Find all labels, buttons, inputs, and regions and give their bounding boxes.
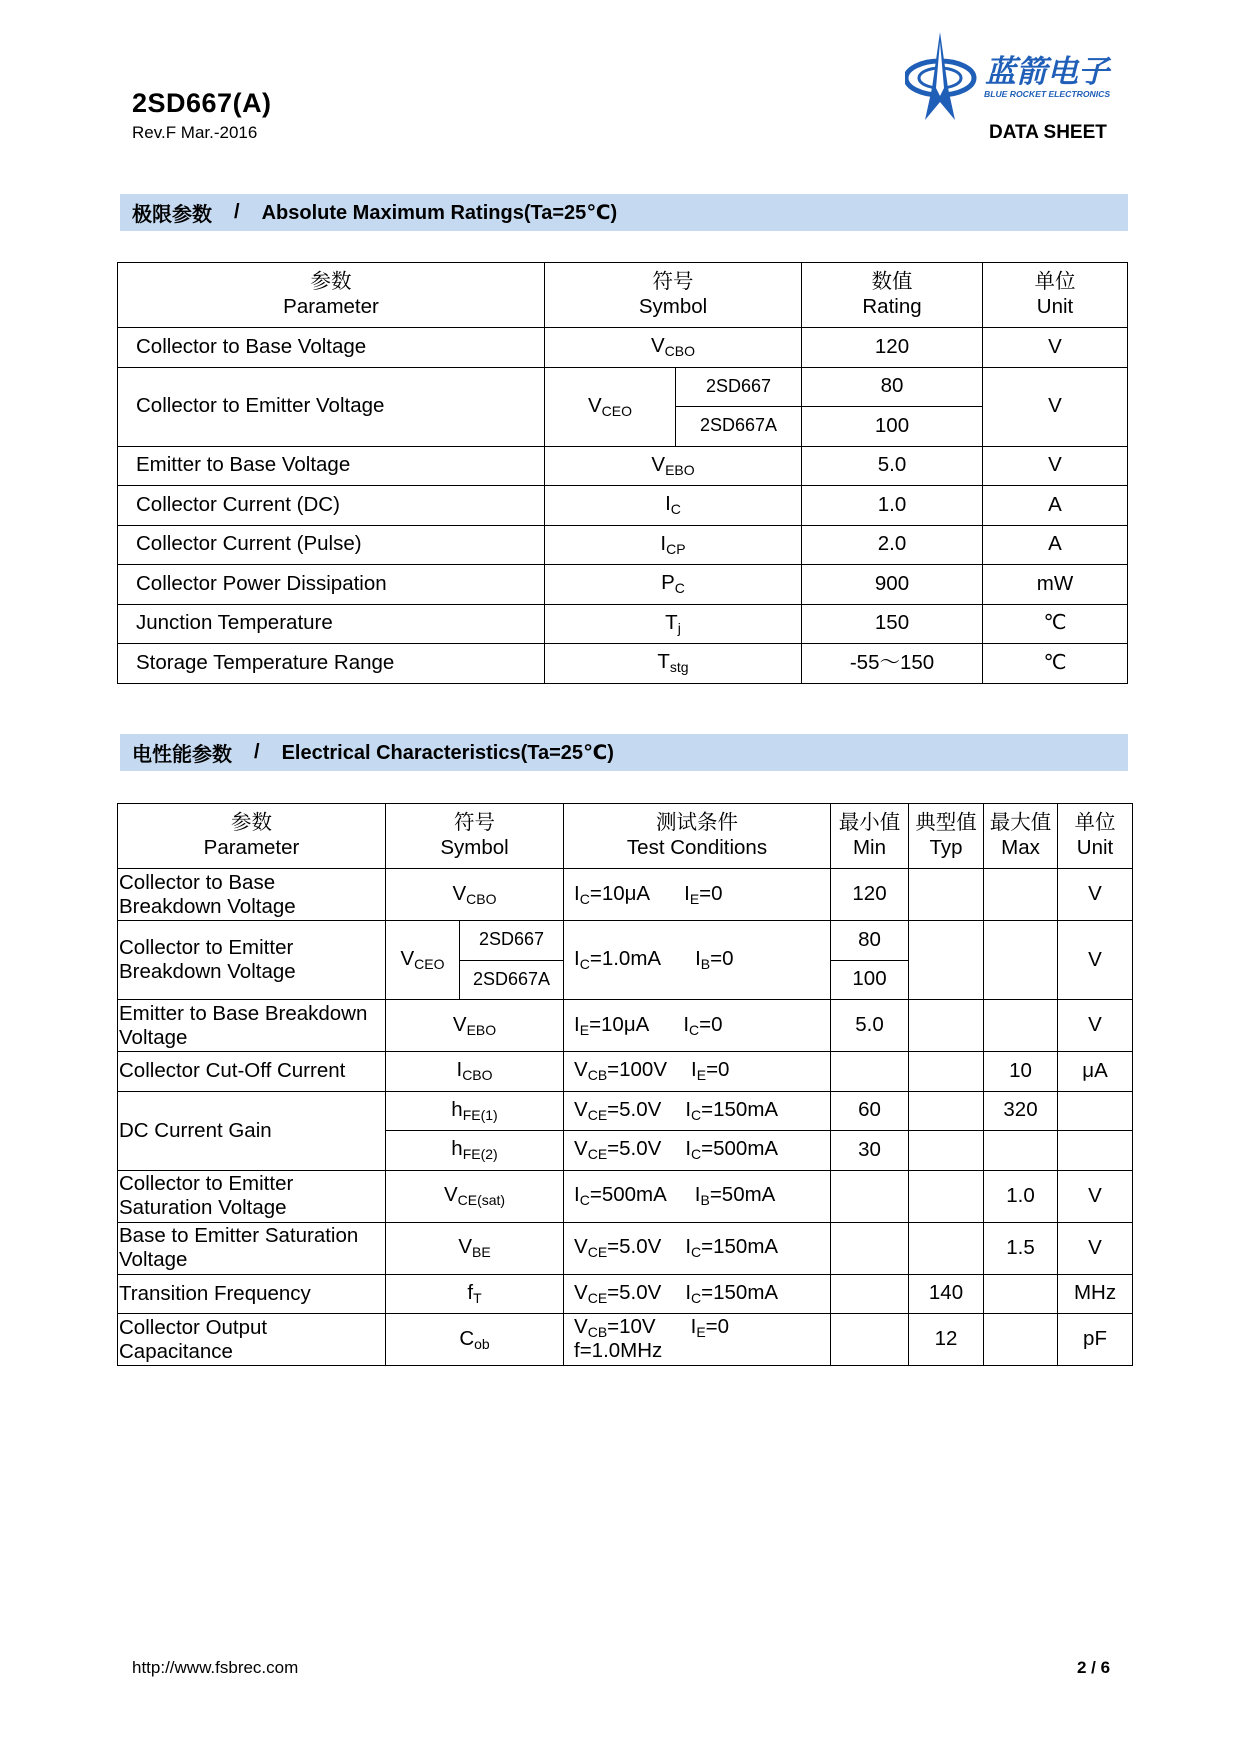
param-cell: Base to Emitter Saturation Voltage <box>118 1222 386 1274</box>
typ-cell <box>909 921 984 1000</box>
min-cell <box>831 1314 909 1366</box>
header-rating: 数值 Rating <box>802 263 983 328</box>
param-cell: Collector Power Dissipation <box>118 565 545 605</box>
typ-cell <box>909 869 984 921</box>
section-title-cn: 极限参数 <box>132 204 212 226</box>
unit-cell: V <box>983 446 1128 486</box>
header-unit: 单位 Unit <box>1058 804 1133 869</box>
rating-cell: 2.0 <box>802 525 983 565</box>
param-cell: Collector to Emitter Saturation Voltage <box>118 1170 386 1222</box>
param-cell: Collector Current (DC) <box>118 486 545 526</box>
unit-cell <box>1058 1131 1133 1171</box>
model-cell: 2SD667 <box>676 367 802 407</box>
table-row <box>118 1170 1133 1222</box>
test-condition-cell: $V_{CE}=5.0V$ $I_C=150mA$ <box>564 1222 831 1274</box>
max-cell <box>984 869 1058 921</box>
abs-max-ratings-table <box>117 262 1128 684</box>
max-cell <box>984 1314 1058 1366</box>
rating-cell: 100 <box>802 407 983 447</box>
symbol-cell: $P_C$ <box>545 565 802 605</box>
param-cell: Emitter to Base Breakdown Voltage <box>118 1000 386 1052</box>
section-electrical-characteristics <box>120 734 1128 771</box>
section-title-cn: 电性能参数 <box>132 744 232 766</box>
revision: Rev.F Mar.-2016 <box>132 123 258 142</box>
max-cell: 1.5 <box>984 1222 1058 1274</box>
max-cell <box>984 921 1058 1000</box>
part-number: 2SD667(A) <box>132 88 272 118</box>
header-parameter: 参数 Parameter <box>118 263 545 328</box>
table-row <box>118 525 1128 565</box>
test-condition-cell: $I_C=1.0mA$ $I_B=0$ <box>564 921 831 1000</box>
header-test-conditions: 测试条件 Test Conditions <box>564 804 831 869</box>
symbol-cell: $I_{CBO}$ <box>386 1052 564 1092</box>
header-min: 最小值 Min <box>831 804 909 869</box>
min-cell: 30 <box>831 1131 909 1171</box>
brand-cn: 蓝箭电子 <box>985 54 1109 90</box>
param-cell: Junction Temperature <box>118 604 545 644</box>
table-row <box>118 565 1128 605</box>
min-cell: 60 <box>831 1091 909 1131</box>
table-row <box>118 1314 1133 1366</box>
table-header-row <box>118 263 1128 328</box>
unit-cell: V <box>1058 921 1133 1000</box>
unit-cell: MHz <box>1058 1274 1133 1314</box>
symbol-cell: $V_{CBO}$ <box>386 869 564 921</box>
brand-logo <box>905 30 1120 125</box>
min-cell: 120 <box>831 869 909 921</box>
table-row <box>118 367 1128 407</box>
param-cell: Collector to Emitter Voltage <box>118 367 545 446</box>
table-row <box>118 328 1128 368</box>
unit-cell: A <box>983 486 1128 526</box>
table-row <box>118 1274 1133 1314</box>
min-cell: 80 <box>831 921 909 961</box>
header-symbol: 符号 Symbol <box>386 804 564 869</box>
table-row <box>118 921 1133 961</box>
symbol-cell: $C_{ob}$ <box>386 1314 564 1366</box>
model-cell: 2SD667A <box>676 407 802 447</box>
header-symbol: 符号 Symbol <box>545 263 802 328</box>
test-condition-cell: $I_E=10\mu A$ $I_C=0$ <box>564 1000 831 1052</box>
rating-cell: 900 <box>802 565 983 605</box>
unit-cell: V <box>1058 869 1133 921</box>
test-condition-cell: $V_{CB}=10V$ $I_E=0$ f=1.0MHz <box>564 1314 831 1366</box>
param-cell: Emitter to Base Voltage <box>118 446 545 486</box>
table-row <box>118 486 1128 526</box>
brand-en: BLUE ROCKET ELECTRONICS <box>984 89 1111 99</box>
test-condition-cell: $V_{CE}=5.0V$ $I_C=500mA$ <box>564 1131 831 1171</box>
typ-cell <box>909 1131 984 1171</box>
table-header-row <box>118 804 1133 869</box>
unit-cell: V <box>1058 1222 1133 1274</box>
header-max: 最大值 Max <box>984 804 1058 869</box>
section-separator: / <box>234 201 240 223</box>
section-abs-max-ratings <box>120 194 1128 231</box>
table-row <box>118 1222 1133 1274</box>
typ-cell <box>909 1091 984 1131</box>
unit-cell: ℃ <box>983 604 1128 644</box>
min-cell <box>831 1052 909 1092</box>
header-unit: 单位 Unit <box>983 263 1128 328</box>
min-cell <box>831 1170 909 1222</box>
test-condition-cell: $I_C=500mA$ $I_B=50mA$ <box>564 1170 831 1222</box>
symbol-cell: $T_j$ <box>545 604 802 644</box>
symbol-cell: $T_{stg}$ <box>545 644 802 684</box>
unit-cell: pF <box>1058 1314 1133 1366</box>
unit-cell: mW <box>983 565 1128 605</box>
unit-cell: A <box>983 525 1128 565</box>
table-row <box>118 446 1128 486</box>
page-number: 2 / 6 <box>1077 1658 1111 1677</box>
max-cell <box>984 1131 1058 1171</box>
rating-cell: 1.0 <box>802 486 983 526</box>
unit-cell <box>1058 1091 1133 1131</box>
max-cell: 320 <box>984 1091 1058 1131</box>
symbol-cell: $V_{EBO}$ <box>386 1000 564 1052</box>
rating-cell: 120 <box>802 328 983 368</box>
section-separator: / <box>254 741 260 763</box>
section-title-en: Absolute Maximum Ratings(Ta=25℃) <box>261 202 618 224</box>
min-cell: 5.0 <box>831 1000 909 1052</box>
typ-cell: 140 <box>909 1274 984 1314</box>
param-cell: Collector to Base Breakdown Voltage <box>118 869 386 921</box>
min-cell <box>831 1222 909 1274</box>
section-title-en: Electrical Characteristics(Ta=25℃) <box>281 742 614 764</box>
symbol-cell: $I_C$ <box>545 486 802 526</box>
symbol-cell: $f_T$ <box>386 1274 564 1314</box>
rating-cell: 5.0 <box>802 446 983 486</box>
unit-cell: μA <box>1058 1052 1133 1092</box>
unit-cell: V <box>1058 1000 1133 1052</box>
symbol-cell: $I_{CP}$ <box>545 525 802 565</box>
symbol-cell: $h_{FE(2)}$ <box>386 1131 564 1171</box>
symbol-cell: $h_{FE(1)}$ <box>386 1091 564 1131</box>
rating-cell: -55～150 <box>802 644 983 684</box>
rating-cell: 80 <box>802 367 983 407</box>
typ-cell: 12 <box>909 1314 984 1366</box>
symbol-cell: $V_{CBO}$ <box>545 328 802 368</box>
max-cell <box>984 1000 1058 1052</box>
min-cell: 100 <box>831 960 909 1000</box>
unit-cell: V <box>983 367 1128 446</box>
param-cell: Transition Frequency <box>118 1274 386 1314</box>
symbol-cell: $V_{CE(sat)}$ <box>386 1170 564 1222</box>
unit-cell: ℃ <box>983 644 1128 684</box>
test-condition-cell: $V_{CB}=100V$ $I_E=0$ <box>564 1052 831 1092</box>
param-cell: DC Current Gain <box>118 1091 386 1170</box>
test-condition-cell: $V_{CE}=5.0V$ $I_C=150mA$ <box>564 1274 831 1314</box>
rating-cell: 150 <box>802 604 983 644</box>
typ-cell <box>909 1222 984 1274</box>
param-cell: Storage Temperature Range <box>118 644 545 684</box>
table-row <box>118 644 1128 684</box>
typ-cell <box>909 1052 984 1092</box>
table-row <box>118 869 1133 921</box>
electrical-characteristics-table <box>117 803 1133 1366</box>
param-cell: Collector to Emitter Breakdown Voltage <box>118 921 386 1000</box>
max-cell: 10 <box>984 1052 1058 1092</box>
typ-cell <box>909 1000 984 1052</box>
typ-cell <box>909 1170 984 1222</box>
unit-cell: V <box>983 328 1128 368</box>
model-cell: 2SD667 <box>460 921 564 961</box>
header-parameter: 参数 Parameter <box>118 804 386 869</box>
symbol-cell: $V_{BE}$ <box>386 1222 564 1274</box>
param-cell: Collector Cut-Off Current <box>118 1052 386 1092</box>
table-row <box>118 1000 1133 1052</box>
param-cell: Collector to Base Voltage <box>118 328 545 368</box>
max-cell <box>984 1274 1058 1314</box>
model-cell: 2SD667A <box>460 960 564 1000</box>
test-condition-cell: $I_C=10\mu A$ $I_E=0$ <box>564 869 831 921</box>
unit-cell: V <box>1058 1170 1133 1222</box>
min-cell <box>831 1274 909 1314</box>
param-cell: Collector Output Capacitance <box>118 1314 386 1366</box>
table-row <box>118 604 1128 644</box>
symbol-cell: $V_{CEO}$ <box>386 921 460 1000</box>
table-row <box>118 1052 1133 1092</box>
symbol-cell: $V_{CEO}$ <box>545 367 676 446</box>
max-cell: 1.0 <box>984 1170 1058 1222</box>
symbol-cell: $V_{EBO}$ <box>545 446 802 486</box>
test-condition-cell: $V_{CE}=5.0V$ $I_C=150mA$ <box>564 1091 831 1131</box>
doc-type: DATA SHEET <box>989 122 1107 143</box>
header-typ: 典型值 Typ <box>909 804 984 869</box>
param-cell: Collector Current (Pulse) <box>118 525 545 565</box>
footer-url[interactable]: http://www.fsbrec.com <box>132 1658 299 1677</box>
table-row <box>118 1091 1133 1131</box>
